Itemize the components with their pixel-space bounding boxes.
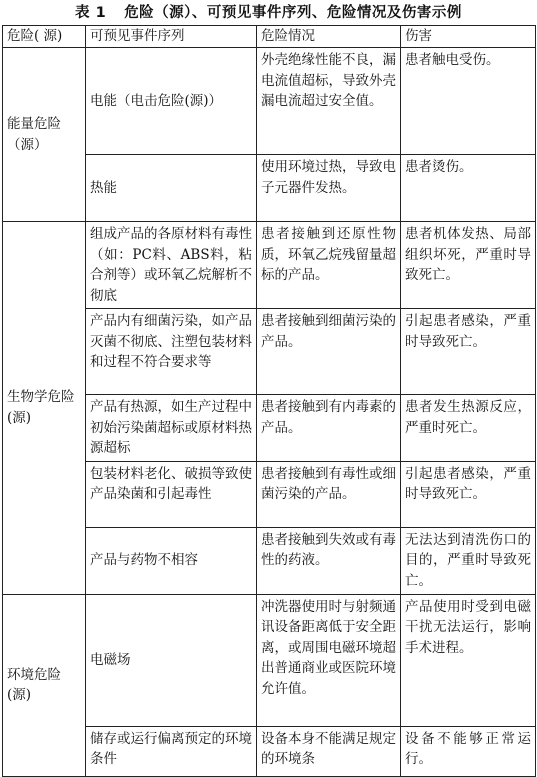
harm-cell: 引起患者感染，严重时导致死亡。 [401, 461, 536, 527]
table-row [3, 222, 536, 309]
event-cell: 储存或运行偏离预定的环境条件 [86, 726, 257, 776]
category-bio: 生物学危险(源) [3, 222, 86, 595]
header-row [3, 26, 536, 48]
harm-cell: 设备不能够正常运行。 [401, 726, 536, 776]
situation-cell: 患者接触到失效或有毒性的药液。 [257, 527, 401, 594]
situation-cell: 患者接触到细菌污染的产品。 [257, 309, 401, 395]
harm-cell: 患者烫伤。 [401, 155, 536, 222]
category-energy: 能量危险（源） [3, 48, 86, 222]
category-env: 环境危险(源) [3, 594, 86, 776]
header-event: 可预见事件序列 [86, 26, 257, 48]
event-cell: 包装材料老化、破损等致使产品染菌和引起毒性 [86, 461, 257, 527]
situation-cell: 外壳绝缘性能不良，漏电流值超标，导致外壳漏电流超过安全值。 [257, 48, 401, 155]
situation-cell: 设备本身不能满足规定的环境条 [257, 726, 401, 776]
table-number: 表 1 [75, 5, 107, 21]
situation-cell: 患者接触到有内毒素的产品。 [257, 395, 401, 462]
event-cell: 产品与药物不相容 [86, 527, 257, 594]
header-harm: 伤害 [401, 26, 536, 48]
event-cell: 热能 [86, 155, 257, 222]
table-row [3, 594, 536, 726]
event-cell: 产品内有细菌污染，如产品灭菌不彻底、注塑包装材料和过程不符合要求等 [86, 309, 257, 395]
table-row [3, 48, 536, 155]
harm-cell: 产品使用时受到电磁干扰无法运行，影响手术进程。 [401, 594, 536, 726]
table-caption [0, 0, 537, 26]
event-cell: 电磁场 [86, 594, 257, 726]
event-cell: 电能（电击危险(源)） [86, 48, 257, 155]
situation-cell: 患者接触到有毒性或细菌污染的产品。 [257, 461, 401, 527]
harm-cell: 患者机体发热、局部组织坏死，严重时导致死亡。 [401, 222, 536, 309]
event-cell: 产品有热源，如生产过程中初始污染菌超标或原材料热源超标 [86, 395, 257, 462]
situation-cell: 冲洗器使用时与射频通讯设备距离低于安全距离，或周围电磁环境超出普通商业或医院环境允许值。 [257, 594, 401, 726]
table-title: 危险（源）、可预见事件序列、危险情况及伤害示例 [124, 5, 462, 21]
harm-cell: 患者发生热源反应，严重时死亡。 [401, 395, 536, 462]
event-cell: 组成产品的各原材料有毒性（如：PC料、ABS料，粘合剂等）或环氧乙烷解析不彻底 [86, 222, 257, 309]
situation-cell: 患者接触到还原性物质，环氧乙烷残留量超标的产品。 [257, 222, 401, 309]
harm-cell: 患者触电受伤。 [401, 48, 536, 155]
harm-cell: 无法达到清洗伤口的目的，严重时导致死亡。 [401, 527, 536, 594]
harm-cell: 引起患者感染，严重时导致死亡。 [401, 309, 536, 395]
header-hazard: 危险( 源) [3, 26, 86, 48]
header-situation: 危险情况 [257, 26, 401, 48]
situation-cell: 使用环境过热，导致电子元器件发热。 [257, 155, 401, 222]
hazard-table [2, 25, 536, 777]
